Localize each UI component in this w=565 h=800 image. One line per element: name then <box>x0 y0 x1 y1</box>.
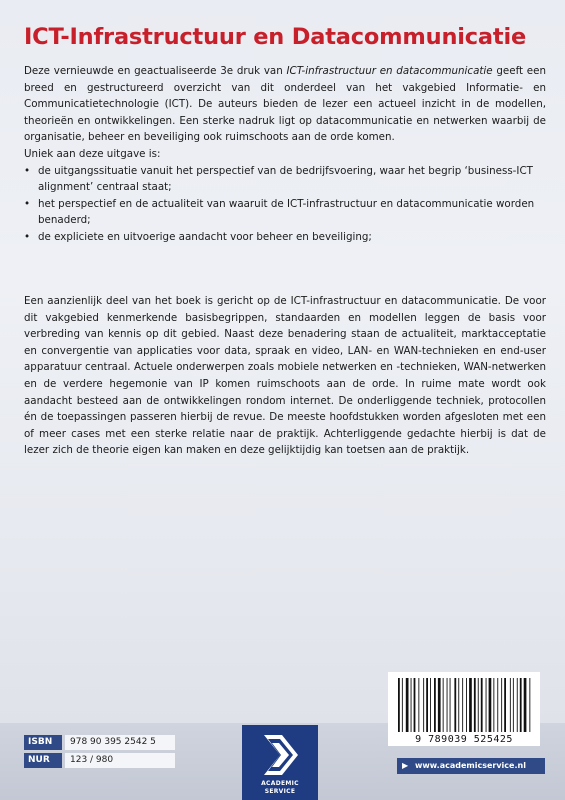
academic-service-logo <box>242 725 318 800</box>
intro-text-start: Deze vernieuwde en geactualiseerde 3e druk van <box>24 65 287 77</box>
barcode-bars <box>388 672 540 734</box>
feature-item: • het perspectief en de actualiteit van waaruit de ICT-infrastructuur en datacommunicatie worden benaderd; <box>24 196 546 229</box>
isbn-label: ISBN <box>24 735 62 750</box>
book-title: ICT-Infrastructuur en Datacommunicatie <box>24 24 527 50</box>
website-url-text: www.academicservice.nl <box>415 761 526 770</box>
back-cover-text <box>24 63 546 246</box>
barcode-number: 9 789039 525425 <box>415 734 513 745</box>
unique-heading: Uniek aan deze uitgave is: <box>24 147 161 160</box>
arrow-icon: ▶ <box>402 761 409 770</box>
nur-value: 123 / 980 <box>65 753 175 768</box>
chevron-logo-icon <box>242 725 318 785</box>
website-url[interactable] <box>397 758 545 774</box>
feature-list <box>24 163 546 246</box>
body-paragraph-2 <box>24 293 546 459</box>
intro-text-end: geeft een breed en gestructureerd overzicht van dit onderdeel van het vakgebied Informatie- en Communicatietechnologie (ICT). De auteurs bieden de lezer een actueel inzicht in de modellen, theorieën en ontwikkelingen. Een sterke nadruk ligt op datacommunicatie en netwerken waarbij de organisatie, beheer en beveiliging ook ruimschoots aan de orde komen. <box>24 65 546 144</box>
intro-paragraph <box>24 63 546 146</box>
intro-book-title-italic: ICT-infrastructuur en datacommunicatie <box>286 65 493 77</box>
logo-text-line2: SERVICE <box>264 788 296 795</box>
isbn-value: 978 90 395 2542 5 <box>65 735 175 750</box>
feature-item: • de expliciete en uitvoerige aandacht voor beheer en beveiliging; <box>24 229 546 246</box>
logo-text-line1: ACADEMIC <box>261 780 299 787</box>
paragraph-2-text: Een aanzienlijk deel van het boek is gericht op de ICT-infrastructuur en datacommunicatie. De voor dit vakgebied kenmerkende basisbegrippen, standaarden en modellen leggen de basis voor verbreding van kennis op dit gebied. Naast deze benadering staan de actualiteit, marktacceptatie en convergentie van applicaties voor data, spraak en video, LAN- en WAN-technieken en end-user apparatuur centraal. Actuele onderwerpen zoals mobiele netwerken en -technieken, WAN-netwerken en de verdere hegemonie van IP komen ruimschoots aan de orde. In ruime mate wordt ook aandacht besteed aan de ontwikkelingen rondom internet. De onderliggende techniek, protocollen én de toepassingen passeren hierbij de revue. De meeste hoofdstukken worden afgesloten met een of meer cases met een sterke relatie naar de praktijk. Achterliggende gedachte hierbij is dat de lezer zich de theorie eigen kan maken en deze gelijktijdig kan toetsen aan de praktijk. <box>24 295 546 457</box>
feature-item: • de uitgangssituatie vanuit het perspectief van de bedrijfsvoering, waar het begrip ‘business-ICT alignment’ centraal staat; <box>24 163 546 196</box>
barcode <box>388 672 540 746</box>
nur-label: NUR <box>24 753 62 768</box>
